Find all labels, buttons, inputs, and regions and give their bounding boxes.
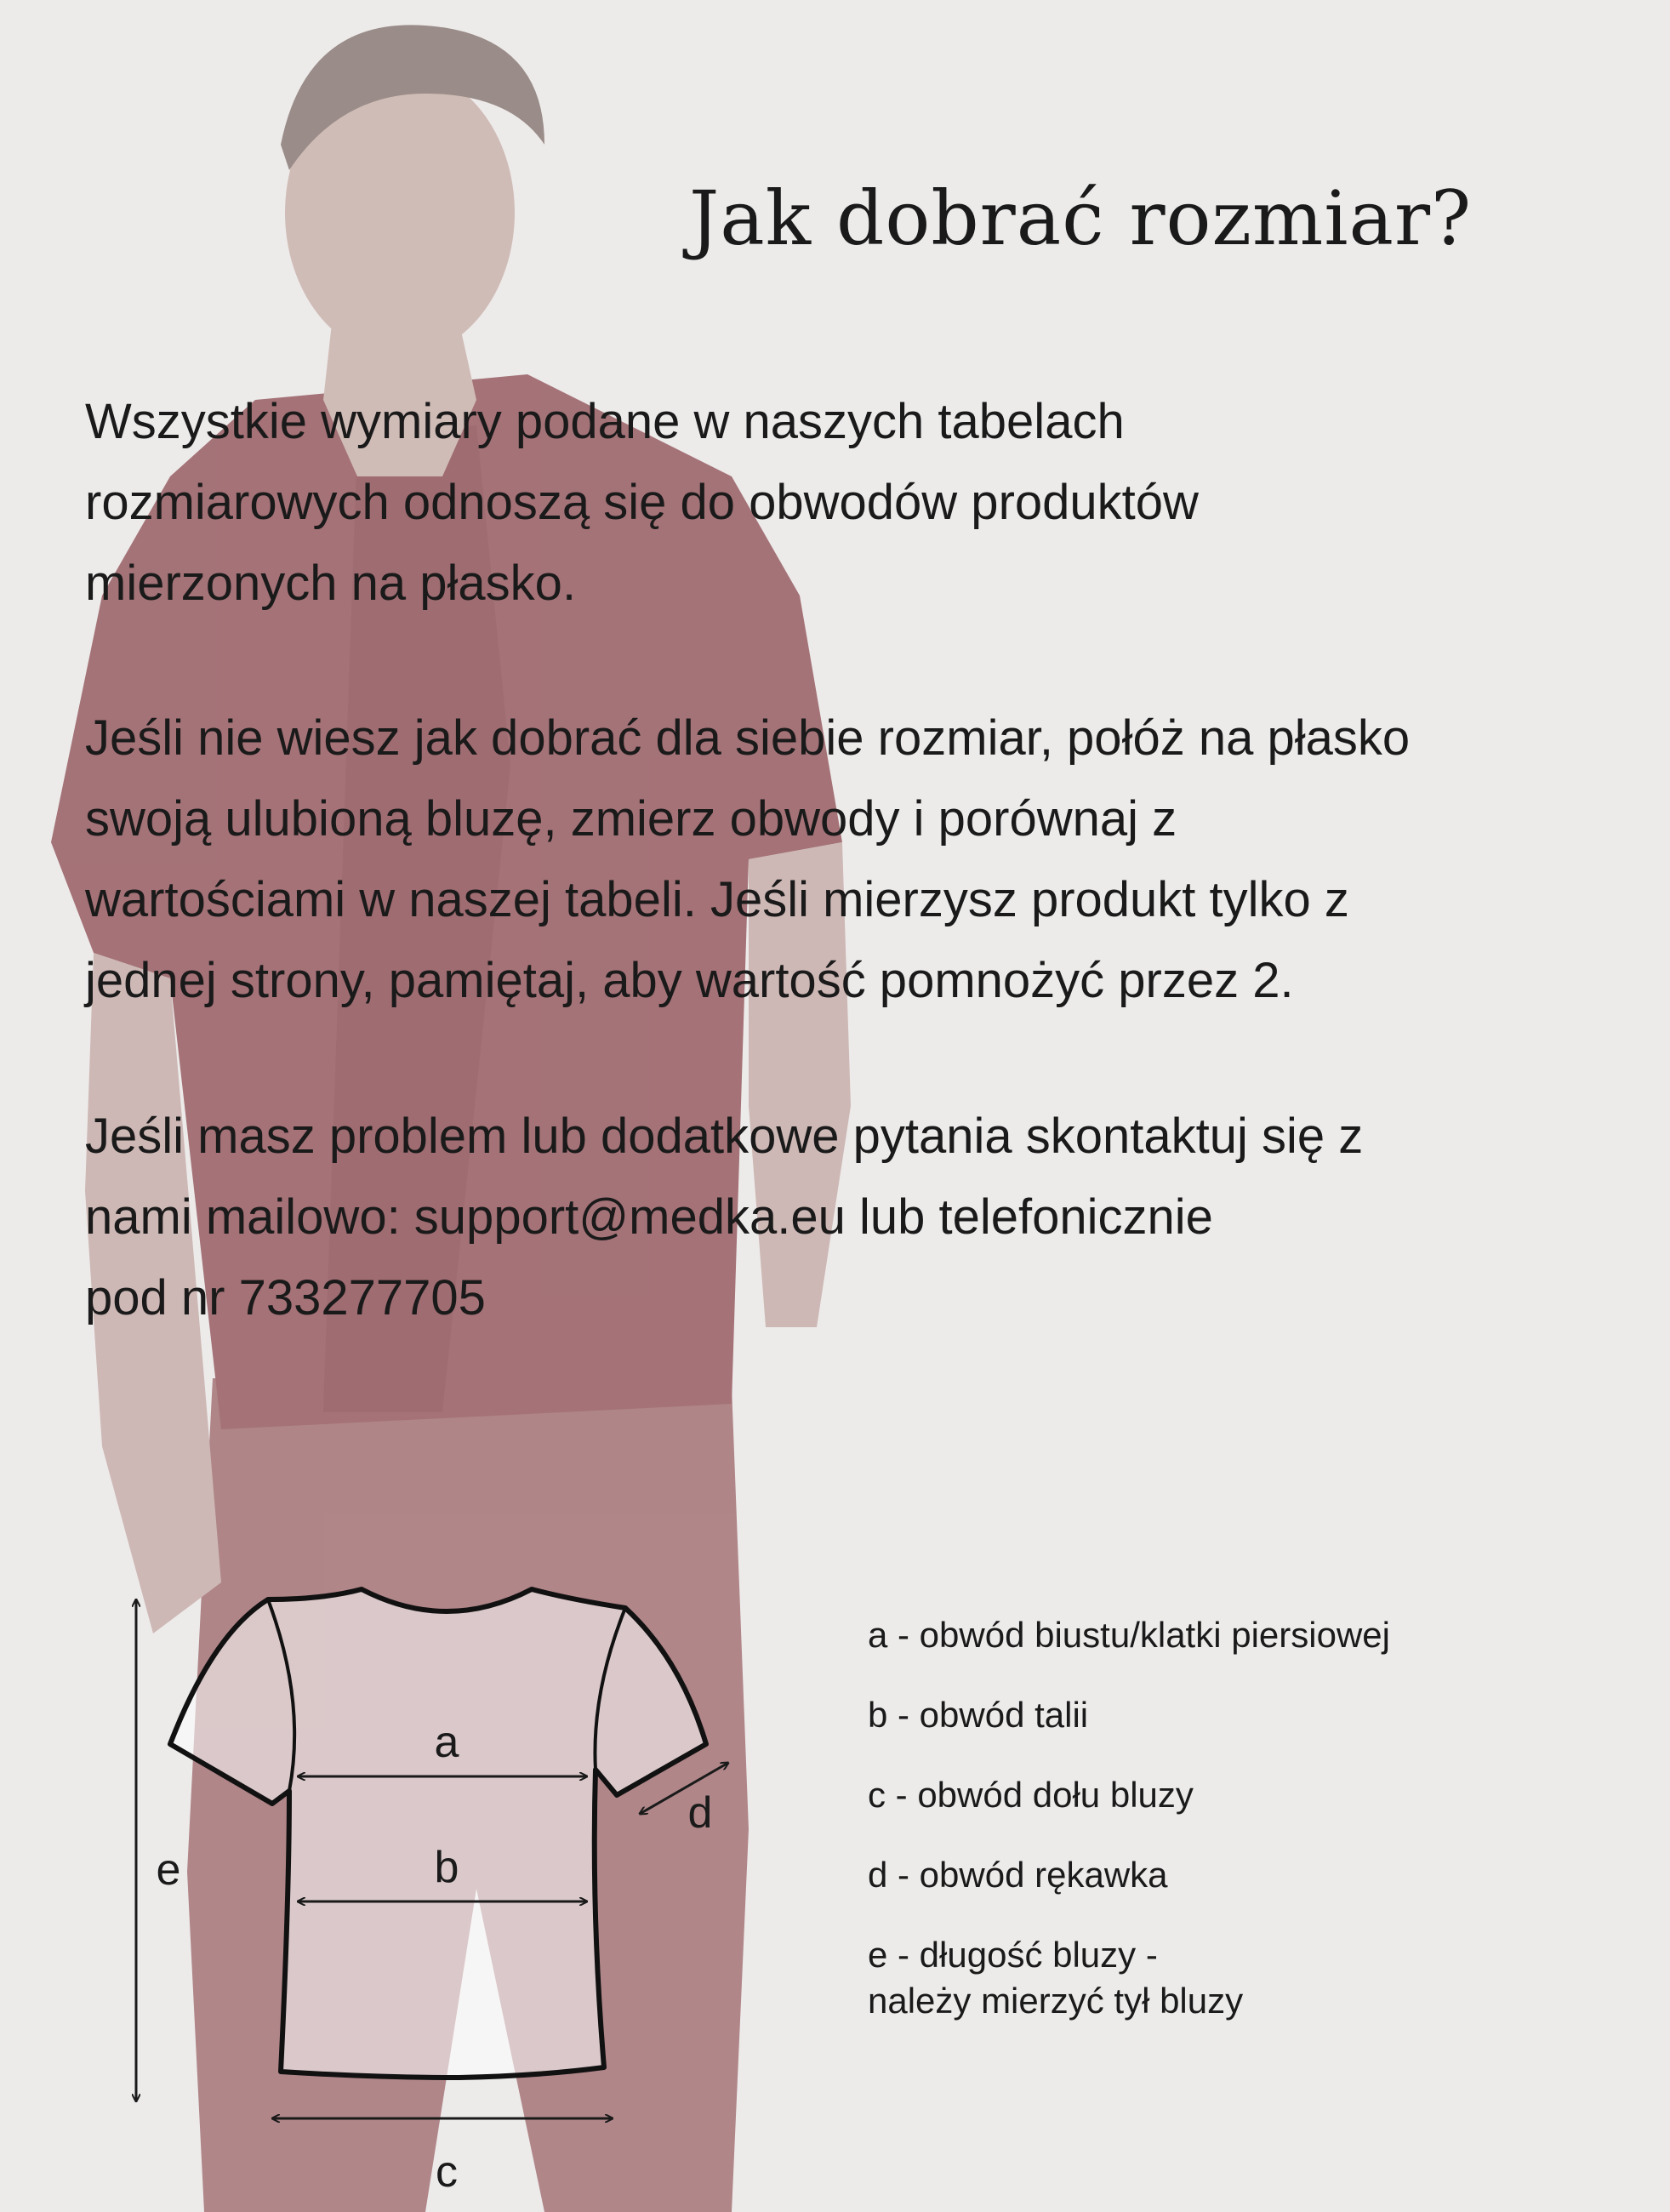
label-e: e	[156, 1845, 181, 1895]
paragraph-contact	[85, 1096, 1616, 1338]
label-c: c	[436, 2147, 458, 2197]
paragraph-how-to-measure	[85, 698, 1616, 1021]
label-a: a	[434, 1718, 459, 1767]
paragraph-line: jednej strony, pamiętaj, aby wartość pomnożyć przez 2.	[85, 953, 1294, 1008]
paragraph-line: rozmiarowych odnoszą się do obwodów produktów	[85, 475, 1199, 530]
legend-item-e-line1: e - długość bluzy -	[868, 1935, 1158, 1975]
legend-item-b: b - obwód talii	[868, 1695, 1089, 1735]
paragraph-measurements-info	[85, 381, 1616, 624]
paragraph-line: Jeśli masz problem lub dodatkowe pytania skontaktuj się z	[85, 1109, 1364, 1164]
measurement-legend	[868, 1612, 1633, 2058]
paragraph-line: swoją ulubioną bluzę, zmierz obwody i porównaj z	[85, 791, 1177, 847]
legend-item-e-line2: należy mierzyć tył bluzy	[868, 1981, 1244, 2021]
paragraph-line: nami mailowo: support@medka.eu lub telefonicznie	[85, 1189, 1213, 1245]
legend-item-d: d - obwód rękawka	[868, 1855, 1168, 1895]
paragraph-line: Wszystkie wymiary podane w naszych tabelach	[85, 394, 1125, 449]
legend-item-a: a - obwód biustu/klatki piersiowej	[868, 1615, 1390, 1655]
label-b: b	[434, 1843, 459, 1892]
legend-item-c: c - obwód dołu bluzy	[868, 1775, 1194, 1815]
shirt-measurement-diagram	[119, 1574, 783, 2203]
shirt-outline	[170, 1589, 706, 2078]
paragraph-line: pod nr 733277705	[85, 1270, 486, 1325]
page-title: Jak dobrać rozmiar?	[689, 174, 1473, 262]
paragraph-line: Jeśli nie wiesz jak dobrać dla siebie rozmiar, połóż na płasko	[85, 710, 1411, 766]
legend-item-e	[868, 1932, 1633, 2024]
paragraph-line: mierzonych na płasko.	[85, 556, 577, 611]
paragraph-line: wartościami w naszej tabeli. Jeśli mierzysz produkt tylko z	[85, 872, 1349, 927]
label-d: d	[687, 1788, 713, 1838]
